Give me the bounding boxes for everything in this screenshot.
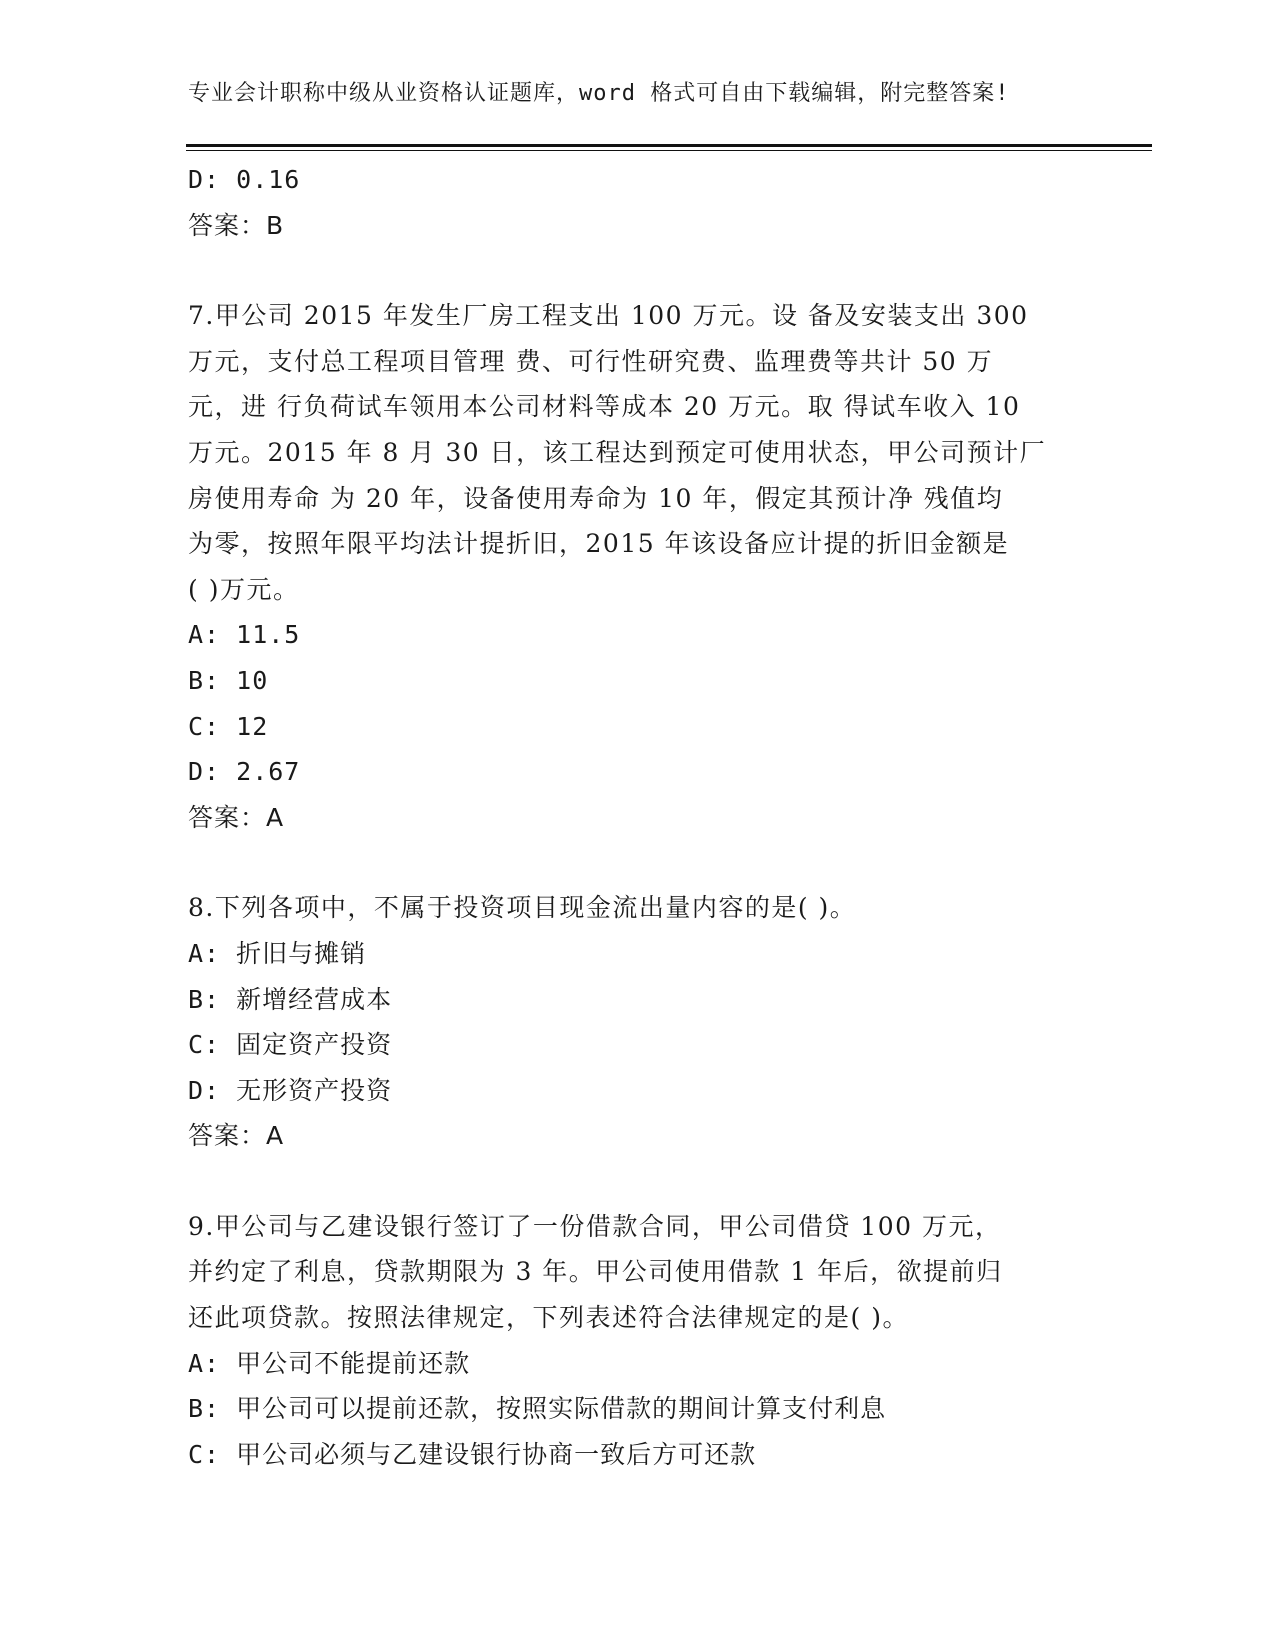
question-7-option-b: B: 10 [188, 665, 269, 695]
header-rule-thin [186, 150, 1152, 151]
spacer [188, 248, 1088, 293]
question-7-line: 7.甲公司 2015 年发生厂房工程支出 100 万元。设 备及安装支出 300 [188, 301, 1029, 331]
question-9-option-c: C: 甲公司必须与乙建设银行协商一致后方可还款 [188, 1439, 757, 1469]
question-8-option-a: A: 折旧与摊销 [188, 938, 367, 968]
question-9-option-b: B: 甲公司可以提前还款，按照实际借款的期间计算支付利息 [188, 1394, 887, 1424]
question-8-option-b: B: 新增经营成本 [188, 984, 393, 1014]
question-7-option-a: A: 11.5 [188, 620, 301, 650]
question-8-line: 8.下列各项中，不属于投资项目现金流出量内容的是( )。 [188, 893, 857, 923]
question-8-option-c: C: 固定资产投资 [188, 1030, 393, 1060]
prev-option-d: D: 0.16 [188, 165, 301, 194]
spacer [188, 840, 1088, 885]
question-9 [188, 1204, 1088, 1478]
question-7-option-d: D: 2.67 [188, 757, 301, 787]
question-7 [188, 293, 1088, 840]
spacer [188, 1159, 1088, 1204]
question-7-line: 万元。2015 年 8 月 30 日，该工程达到预定可使用状态，甲公司预计厂 [188, 437, 1047, 467]
question-7-line: ( )万元。 [188, 574, 300, 604]
question-7-option-c: C: 12 [188, 711, 269, 741]
question-7-line: 万元，支付总工程项目管理 费、可行性研究费、监理费等共计 50 万 [188, 346, 994, 376]
question-7-line: 元，进 行负荷试车领用本公司材料等成本 20 万元。取 得试车收入 10 [188, 392, 1021, 422]
question-7-line: 房使用寿命 为 20 年，设备使用寿命为 10 年，假定其预计净 残值均 [188, 483, 1004, 513]
prev-answer: 答案：B [188, 210, 285, 240]
question-9-option-a: A: 甲公司不能提前还款 [188, 1348, 471, 1378]
question-7-line: 为零，按照年限平均法计提折旧，2015 年该设备应计提的折旧金额是 [188, 529, 1010, 559]
question-9-line: 9.甲公司与乙建设银行签订了一份借款合同，甲公司借贷 100 万元， [188, 1211, 1002, 1241]
question-8-option-d: D: 无形资产投资 [188, 1075, 393, 1105]
header-rule-thick [186, 144, 1152, 147]
question-8 [188, 885, 1088, 1159]
document-body [188, 157, 1088, 1477]
page-header: 专业会计职称中级从业资格认证题库，word 格式可自由下载编辑，附完整答案! [188, 81, 1010, 106]
question-9-line: 还此项贷款。按照法律规定，下列表述符合法律规定的是( )。 [188, 1303, 909, 1333]
question-8-answer: 答案：A [188, 1121, 285, 1151]
question-9-line: 并约定了利息，贷款期限为 3 年。甲公司使用借款 1 年后，欲提前归 [188, 1257, 1003, 1287]
question-7-answer: 答案：A [188, 802, 285, 832]
